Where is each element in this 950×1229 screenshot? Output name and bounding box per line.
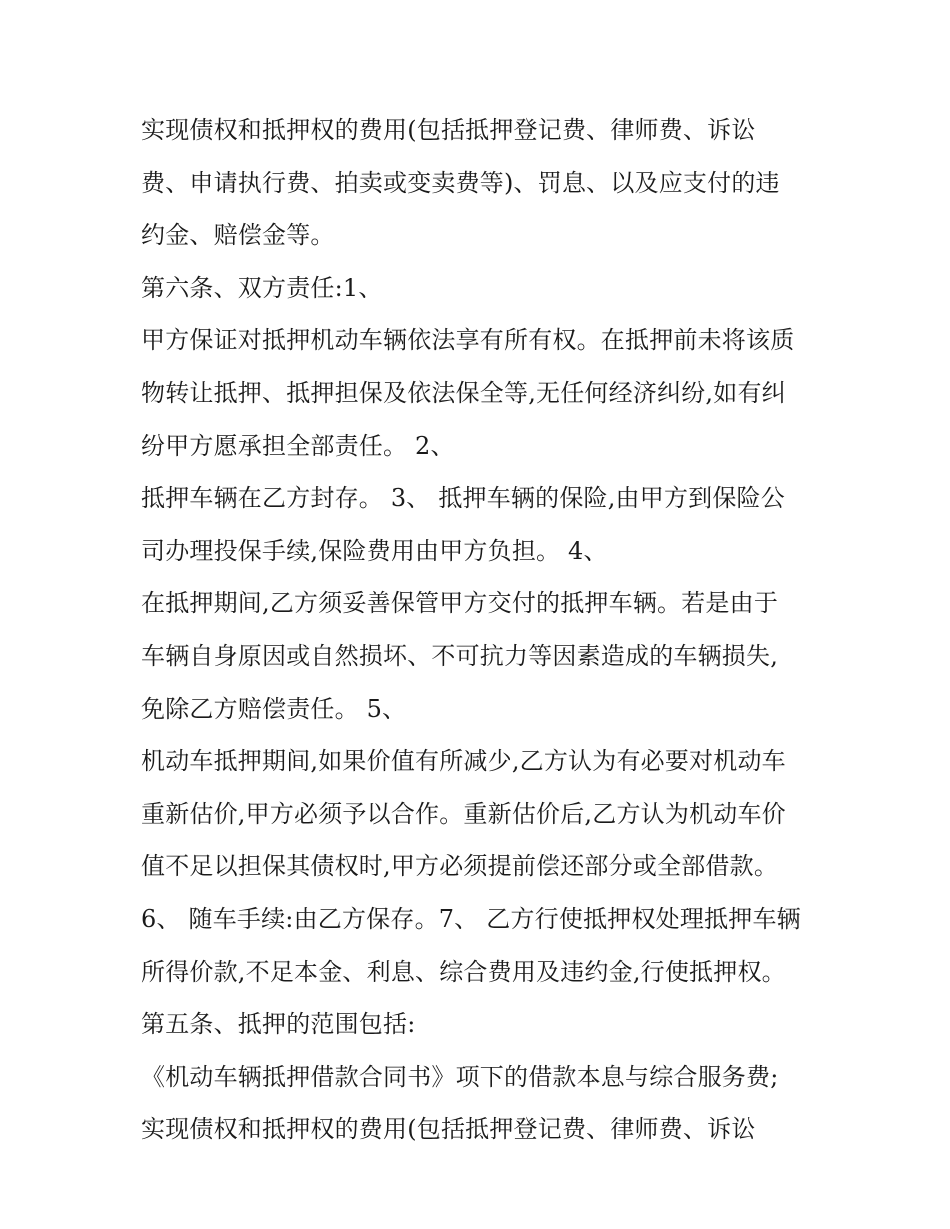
text-line: 实现债权和抵押权的费用(包括抵押登记费、律师费、诉讼 (141, 116, 756, 144)
text-line: 甲方保证对抵押机动车辆依法享有所有权。在抵押前未将该质 (141, 326, 795, 355)
section-heading: 第五条、抵押的范围包括: (141, 1010, 416, 1039)
text-line: 费、申请执行费、拍卖或变卖费等)、罚息、以及应支付的违 (141, 168, 780, 197)
text-line: 司办理投保手续,保险费用由甲方负担。 4、 (141, 536, 608, 565)
text-line: 纷甲方愿承担全部责任。 2、 (141, 431, 455, 460)
text-line: 免除乙方赔偿责任。 5、 (141, 694, 407, 723)
text-line: 《机动车辆抵押借款合同书》项下的借款本息与综合服务费; (141, 1062, 779, 1091)
text-line: 在抵押期间,乙方须妥善保管甲方交付的抵押车辆。若是由于 (141, 589, 779, 618)
section-heading: 第六条、双方责任:1、 (141, 273, 383, 302)
text-line: 约金、赔偿金等。 (141, 221, 335, 250)
text-line: 6、 随车手续:由乙方保存。7、 乙方行使抵押权处理抵押车辆 (141, 904, 801, 933)
document-body (141, 108, 841, 1160)
text-line: 实现债权和抵押权的费用(包括抵押登记费、律师费、诉讼 (141, 1115, 756, 1144)
text-line: 物转让抵押、抵押担保及依法保全等,无任何经济纠纷,如有纠 (141, 378, 786, 407)
text-line: 值不足以担保其债权时,甲方必须提前偿还部分或全部借款。 (141, 852, 779, 881)
text-line: 抵押车辆在乙方封存。 3、 抵押车辆的保险,由甲方到保险公 (141, 484, 785, 513)
text-line: 机动车抵押期间,如果价值有所减少,乙方认为有必要对机动车 (141, 747, 786, 776)
text-line: 所得价款,不足本金、利息、综合费用及违约金,行使抵押权。 (141, 957, 786, 986)
text-line: 车辆自身原因或自然损坏、不可抗力等因素造成的车辆损失, (141, 641, 779, 670)
text-line: 重新估价,甲方必须予以合作。重新估价后,乙方认为机动车价 (141, 799, 786, 828)
